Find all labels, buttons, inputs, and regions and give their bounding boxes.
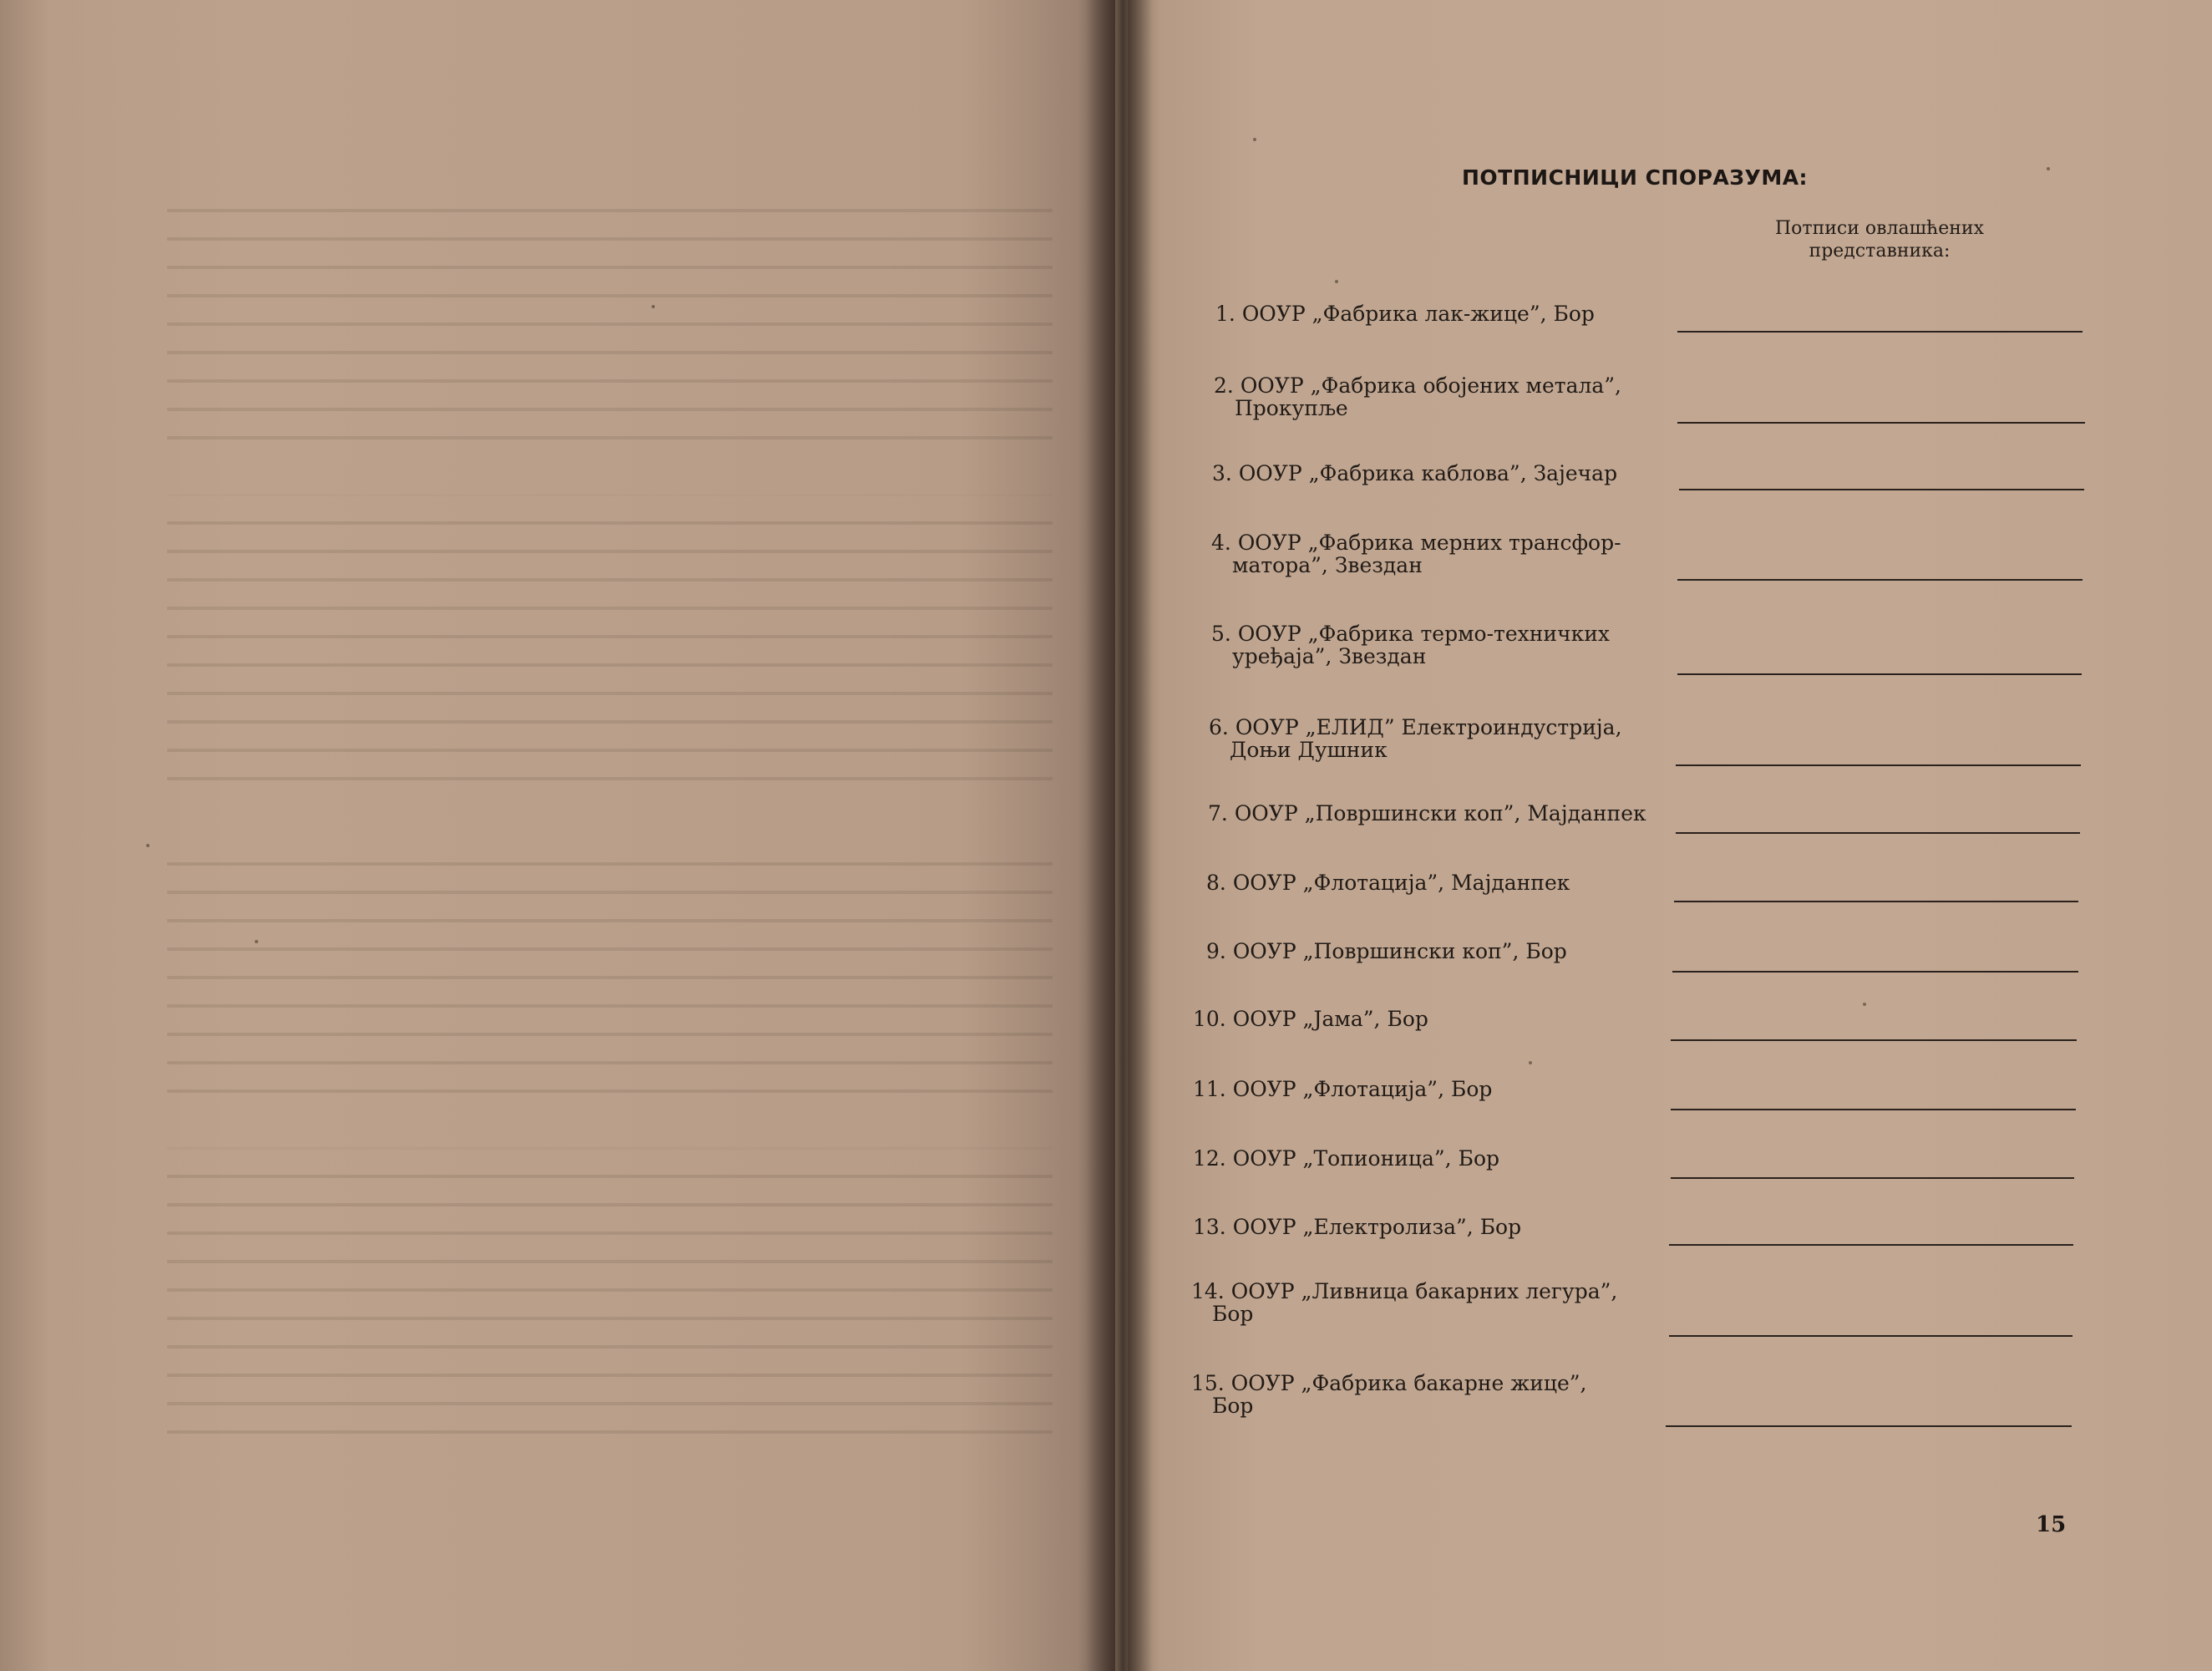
page-title: ПОТПИСНИЦИ СПОРАЗУМА:	[1462, 165, 1809, 190]
signatory-entry: 5. ООУР „Фабрика термо-техничких уређаја”, Звездан	[1211, 622, 1610, 668]
paper-speck	[146, 844, 150, 847]
signature-line[interactable]	[1676, 764, 2081, 766]
signature-header-line-1: Потписи овлашћених	[1774, 218, 1984, 239]
signature-line[interactable]	[1669, 1244, 2073, 1246]
paper-speck	[1253, 138, 1256, 141]
paper-speck	[255, 940, 258, 943]
signature-line[interactable]	[1677, 331, 2083, 333]
signatory-entry: 6. ООУР „ЕЛИД” Електроиндустрија, Доњи Душник	[1209, 715, 1622, 762]
bleed-through-text	[167, 192, 1053, 1445]
page-number: 15	[2036, 1512, 2067, 1537]
signatory-entry: 13. ООУР „Електролиза”, Бор	[1193, 1215, 1522, 1239]
signatory-entry: 11. ООУР „Флотација”, Бор	[1193, 1077, 1493, 1101]
signature-line[interactable]	[1669, 1335, 2072, 1337]
signature-line[interactable]	[1677, 422, 2085, 424]
signatory-entry: 9. ООУР „Површински коп”, Бор	[1206, 939, 1567, 963]
signature-line[interactable]	[1671, 1109, 2076, 1110]
right-page	[1128, 0, 2212, 1671]
signatory-entry: 15. ООУР „Фабрика бакарне жице”, Бор	[1191, 1371, 1587, 1418]
book-gutter	[1086, 0, 1153, 1671]
paper-speck	[2047, 167, 2050, 170]
signatory-entry: 7. ООУР „Површински коп”, Мајданпек	[1208, 801, 1646, 825]
paper-speck	[652, 305, 655, 308]
signature-line[interactable]	[1671, 1039, 2077, 1041]
signature-line[interactable]	[1677, 579, 2083, 581]
paper-speck	[1529, 1061, 1532, 1064]
signatory-entry: 14. ООУР „Ливница бакарних легура”, Бор	[1191, 1279, 1618, 1326]
signatory-entry: 3. ООУР „Фабрика каблова”, Зајечар	[1212, 461, 1618, 485]
signature-header-line-2: представника:	[1809, 241, 1951, 262]
signature-line[interactable]	[1666, 1425, 2072, 1427]
signatory-entry: 2. ООУР „Фабрика обојених метала”, Прокупље	[1214, 373, 1622, 420]
paper-speck	[1863, 1003, 1866, 1006]
signature-line[interactable]	[1677, 673, 2082, 675]
signatory-entry: 10. ООУР „Јама”, Бор	[1193, 1007, 1428, 1031]
signature-line[interactable]	[1672, 971, 2078, 973]
signatory-entry: 8. ООУР „Флотација”, Мајданпек	[1206, 871, 1570, 895]
paper-speck	[1335, 280, 1338, 283]
signatory-entry: 1. ООУР „Фабрика лак-жице”, Бор	[1215, 302, 1595, 326]
signature-line[interactable]	[1679, 489, 2084, 490]
signatory-entry: 12. ООУР „Топионица”, Бор	[1193, 1146, 1500, 1171]
signature-line[interactable]	[1671, 1177, 2074, 1179]
signature-line[interactable]	[1676, 832, 2080, 834]
signatory-entry: 4. ООУР „Фабрика мерних трансфор- матора”, Звездан	[1211, 531, 1621, 577]
signature-column-header	[1738, 217, 2022, 262]
signature-line[interactable]	[1674, 901, 2078, 902]
